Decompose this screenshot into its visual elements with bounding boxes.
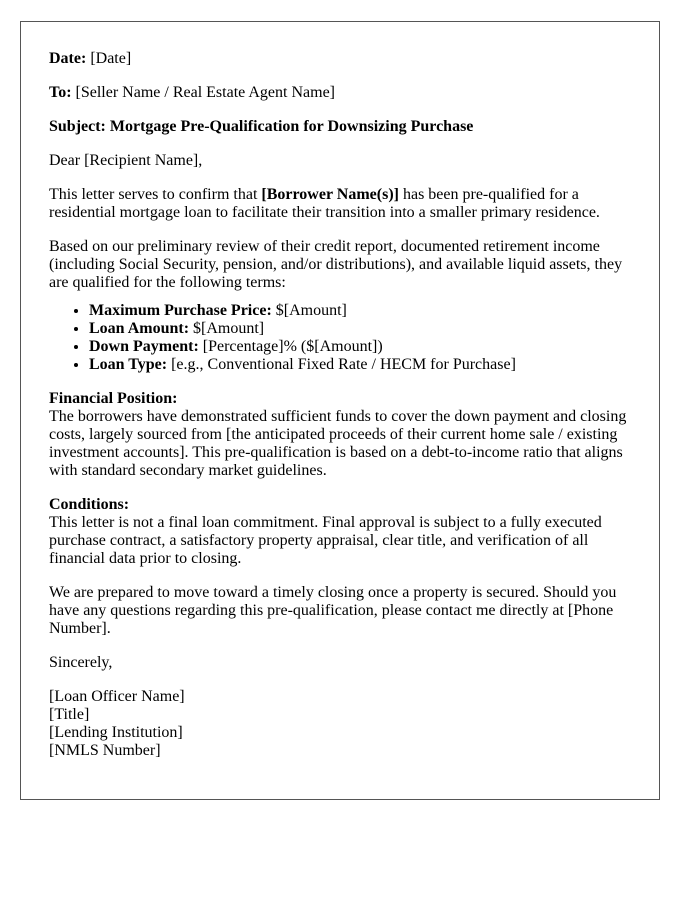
borrower-name: [Borrower Name(s)] xyxy=(261,186,399,203)
term-value: $[Amount] xyxy=(189,320,265,337)
term-item-down-payment xyxy=(89,338,631,356)
term-item-max-price xyxy=(89,302,631,320)
intro-text-before: This letter serves to confirm that xyxy=(49,186,262,203)
financial-position-section xyxy=(49,390,631,480)
to-line xyxy=(49,84,631,102)
date-value: [Date] xyxy=(90,50,132,67)
basis-paragraph: Based on our preliminary review of their credit report, documented retirement income (including Social Security, pension, and/or distributions), and available liquid assets, they are qualified for the following terms: xyxy=(49,238,623,291)
intro-text-after: has been pre-qualified for a residential mortgage loan to facilitate their transition into a smaller primary residence. xyxy=(49,186,600,221)
date-line xyxy=(49,50,631,68)
term-value: $[Amount] xyxy=(271,302,347,319)
term-label: Loan Type: xyxy=(89,356,168,373)
signature-title: [Title] xyxy=(49,706,90,723)
conditions-section xyxy=(49,496,631,568)
signature-name: [Loan Officer Name] xyxy=(49,688,185,705)
term-value: [Percentage]% ($[Amount]) xyxy=(198,338,383,355)
term-label: Loan Amount: xyxy=(89,320,190,337)
term-label: Down Payment: xyxy=(89,338,199,355)
letter-document xyxy=(20,21,660,800)
date-label: Date: xyxy=(49,50,87,67)
to-label: To: xyxy=(49,84,72,101)
signature-institution: [Lending Institution] xyxy=(49,724,183,741)
to-value: [Seller Name / Real Estate Agent Name] xyxy=(75,84,335,101)
subject-line xyxy=(49,118,631,136)
term-label: Maximum Purchase Price: xyxy=(89,302,272,319)
signature-nmls: [NMLS Number] xyxy=(49,742,161,759)
signature-block xyxy=(49,688,631,760)
term-item-loan-type xyxy=(89,356,631,374)
closing-paragraph: We are prepared to move toward a timely closing once a property is secured. Should you have any questions regarding this pre-qualification, please contact me directly at [Phone Number]. xyxy=(49,584,617,637)
salutation: Dear [Recipient Name], xyxy=(49,152,203,169)
financial-position-title: Financial Position: xyxy=(49,390,178,407)
conditions-title: Conditions: xyxy=(49,496,130,513)
intro-paragraph xyxy=(49,186,631,222)
sign-off: Sincerely, xyxy=(49,654,113,671)
subject-value: Mortgage Pre-Qualification for Downsizing Purchase xyxy=(109,118,474,135)
conditions-text: This letter is not a final loan commitment. Final approval is subject to a fully executed purchase contract, a satisfactory property appraisal, clear title, and verification of all financial data prior to closing. xyxy=(49,514,602,567)
term-item-loan-amount xyxy=(89,320,631,338)
term-value: [e.g., Conventional Fixed Rate / HECM for Purchase] xyxy=(167,356,516,373)
subject-label: Subject: xyxy=(49,118,106,135)
financial-position-text: The borrowers have demonstrated sufficient funds to cover the down payment and closing costs, largely sourced from [the anticipated proceeds of their current home sale / existing investment accounts]. This pre-qualification is based on a debt-to-income ratio that aligns with standard secondary market guidelines. xyxy=(49,408,627,479)
terms-list xyxy=(49,302,631,374)
